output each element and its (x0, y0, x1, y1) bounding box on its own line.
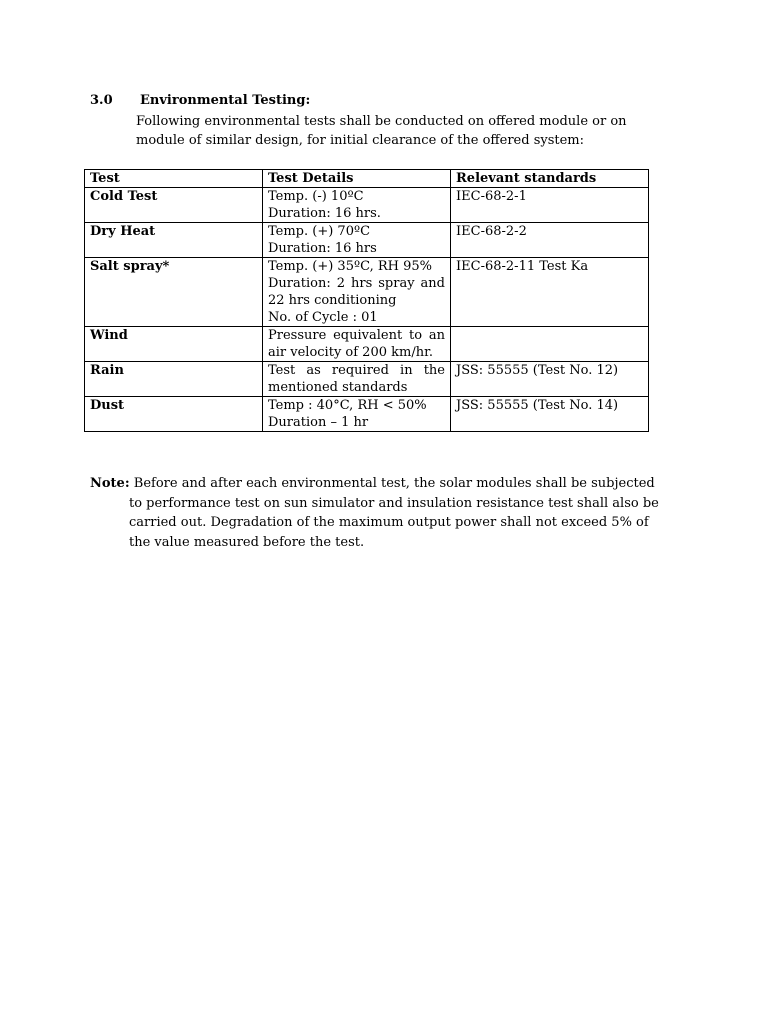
detail-line: Temp : 40°C, RH < 50% (268, 398, 427, 413)
detail-line: Temp. (+) 70ºC (268, 224, 371, 239)
test-name: Rain (85, 362, 263, 397)
section-intro: Following environmental tests shall be conducted on offered module or on module of similar design, for initial clearance of the offered system: (136, 114, 627, 148)
table-row (85, 397, 649, 432)
test-name: Dry Heat (85, 223, 263, 258)
detail-line: Pressure equivalent to an air velocity of 200 km/hr. (268, 328, 445, 360)
table-row (85, 327, 649, 362)
note-label: Note: (90, 476, 130, 491)
header-test-details: Test Details (263, 170, 451, 188)
relevant-standard: IEC-68-2-2 (451, 223, 649, 258)
relevant-standard: JSS: 55555 (Test No. 12) (451, 362, 649, 397)
detail-line: Duration – 1 hr (268, 415, 369, 430)
detail-line: Duration: 16 hrs. (268, 206, 381, 221)
detail-line: No. of Cycle : 01 (268, 310, 378, 325)
detail-line: Temp. (+) 35ºC, RH 95% (268, 259, 432, 274)
detail-line: Duration: 16 hrs (268, 241, 377, 256)
header-relevant-standards: Relevant standards (451, 170, 649, 188)
test-name: Dust (85, 397, 263, 432)
detail-line: Test as required in the mentioned standards (268, 363, 445, 395)
note-text: Before and after each environmental test, the solar modules shall be subjected to performance test on sun simulator and insulation resistance test shall also be carried out. Degradation of the maximum output power shall not exceed 5% of the value measured before the test. (129, 476, 659, 550)
section-title: Environmental Testing: (140, 93, 311, 108)
detail-line: Duration: 2 hrs spray and 22 hrs conditioning (268, 276, 445, 308)
test-details (263, 362, 451, 397)
test-details (263, 258, 451, 327)
relevant-standard: IEC-68-2-1 (451, 188, 649, 223)
test-details (263, 397, 451, 432)
test-name: Wind (85, 327, 263, 362)
section-number: 3.0 (90, 93, 113, 108)
relevant-standard (451, 327, 649, 362)
test-details (263, 223, 451, 258)
section-heading (90, 93, 310, 108)
note-paragraph (90, 474, 660, 552)
test-name: Cold Test (85, 188, 263, 223)
test-details (263, 188, 451, 223)
table-row (85, 188, 649, 223)
table-row (85, 223, 649, 258)
table-row (85, 362, 649, 397)
relevant-standard: IEC-68-2-11 Test Ka (451, 258, 649, 327)
test-details (263, 327, 451, 362)
detail-line: Temp. (-) 10ºC (268, 189, 364, 204)
environmental-tests-table (84, 169, 649, 432)
test-name: Salt spray* (85, 258, 263, 327)
table-row (85, 258, 649, 327)
relevant-standard: JSS: 55555 (Test No. 14) (451, 397, 649, 432)
header-test: Test (85, 170, 263, 188)
table-header-row (85, 170, 649, 188)
